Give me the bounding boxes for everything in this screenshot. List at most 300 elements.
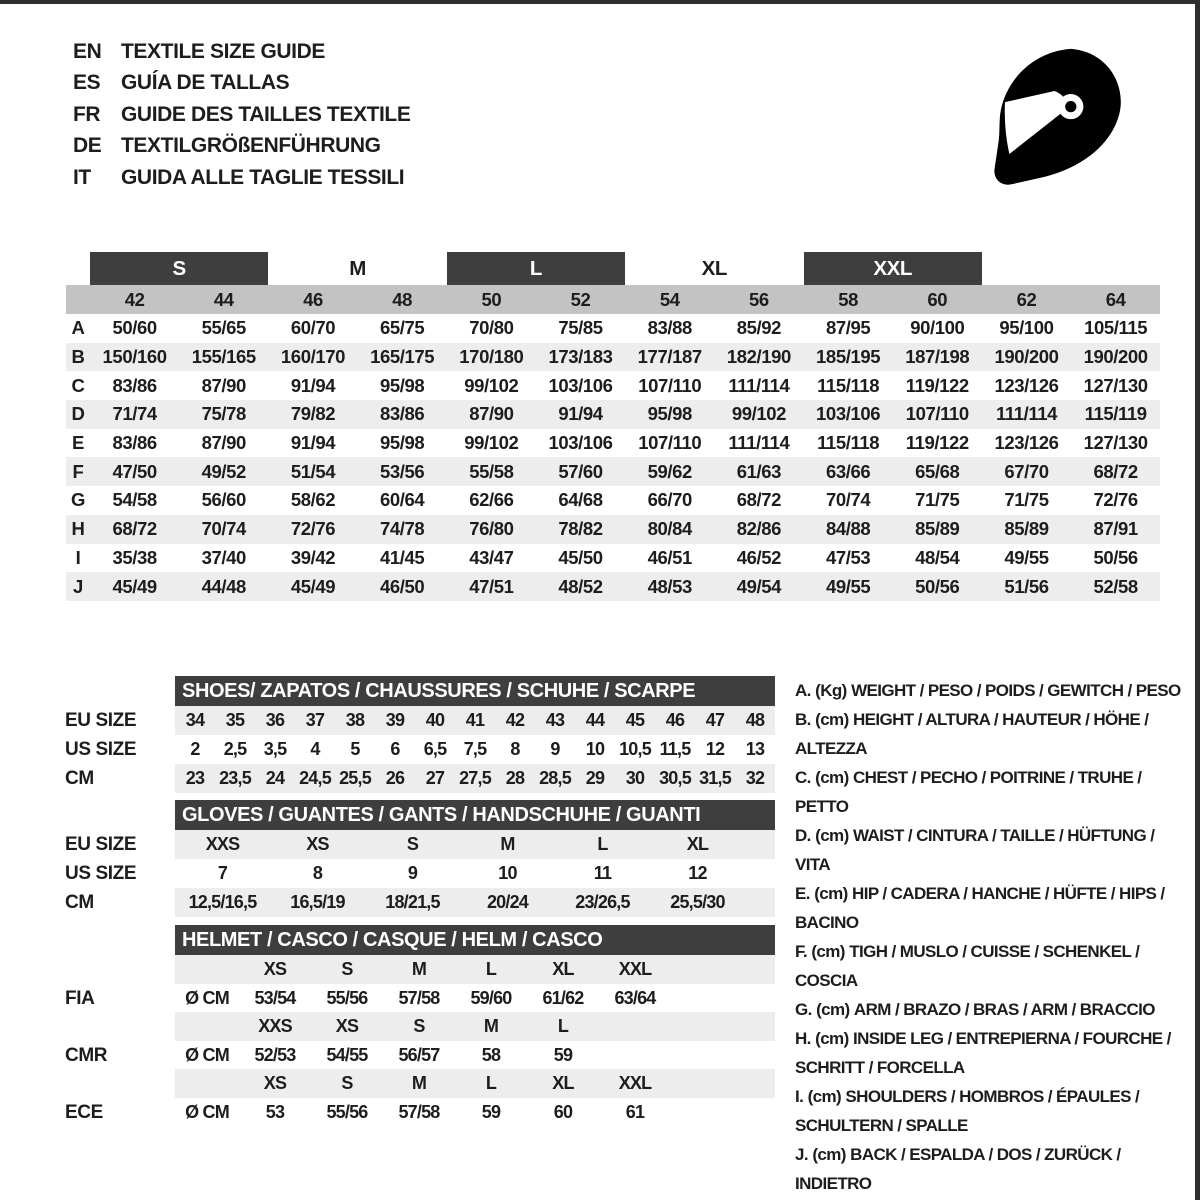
cell: 12 xyxy=(705,739,725,759)
cell: 6,5 xyxy=(423,739,447,759)
cell: 25,5/30 xyxy=(670,892,725,912)
lang-row-fr xyxy=(73,99,410,131)
cell: 83/88 xyxy=(647,317,692,339)
cell: 42 xyxy=(505,710,525,730)
cell: 99/102 xyxy=(464,374,519,396)
cell: 28 xyxy=(505,768,525,788)
cell: 74/78 xyxy=(380,518,425,540)
cell: 155/165 xyxy=(191,346,256,368)
legend-item-c xyxy=(795,763,1193,821)
cell: 47/53 xyxy=(825,546,871,568)
cell: 50/56 xyxy=(915,575,960,597)
cell: 91/94 xyxy=(290,432,336,454)
cell: 80/84 xyxy=(647,518,692,540)
cell: 10,5 xyxy=(619,739,651,759)
legend-text: SHOULDERS / HOMBROS / ÉPAULES / SCHULTERN / SPALLE xyxy=(795,1087,1140,1135)
cell: 58 xyxy=(481,1044,501,1065)
spacer xyxy=(66,252,90,285)
legend-text: INSIDE LEG / ENTREPIERNA / FOURCHE / SCHRITT / FORCELLA xyxy=(795,1029,1171,1077)
cell: 59 xyxy=(553,1044,573,1065)
helmet-fia-label: FIA xyxy=(65,988,95,1009)
cell: 68/72 xyxy=(112,518,157,540)
cell: 119/122 xyxy=(905,374,969,396)
cell xyxy=(599,1012,671,1041)
cell: 25,5 xyxy=(339,768,371,788)
legend-unit: (cm) xyxy=(816,1000,850,1019)
row-label: E xyxy=(72,432,84,454)
gloves-cm-row xyxy=(175,888,775,917)
spacer xyxy=(175,1069,239,1098)
row-label: J xyxy=(73,575,83,597)
helmet-ece-values-row xyxy=(175,1098,775,1127)
legend-unit: (cm) xyxy=(815,710,849,729)
cell: 111/114 xyxy=(728,432,790,454)
cell: 185/195 xyxy=(816,346,881,368)
cell: 57/58 xyxy=(398,987,440,1008)
cell: L xyxy=(485,959,497,979)
size-col: 56 xyxy=(749,288,769,310)
cell: XS xyxy=(306,834,329,854)
cell: 7 xyxy=(217,863,228,883)
cell: 48 xyxy=(745,710,765,730)
cell: 68/72 xyxy=(736,489,782,511)
row-label: B xyxy=(71,346,85,368)
cell: 115/119 xyxy=(1084,403,1147,425)
cell: 44 xyxy=(585,710,605,730)
cell: 10 xyxy=(498,863,517,883)
cell: 53/54 xyxy=(254,987,296,1008)
cell: M xyxy=(500,834,515,854)
cell: 56/57 xyxy=(398,1044,440,1065)
cell: 99/102 xyxy=(464,432,519,454)
cell: 78/82 xyxy=(558,518,603,540)
spacer xyxy=(66,285,90,314)
main-size-table xyxy=(66,252,1160,601)
cell: 49/54 xyxy=(736,575,782,597)
cell: 47/51 xyxy=(469,575,514,597)
cell: 85/92 xyxy=(736,317,782,339)
cell: 72/76 xyxy=(1093,489,1138,511)
size-col: 50 xyxy=(481,288,502,310)
cell: 187/198 xyxy=(905,346,970,368)
cell: 49/52 xyxy=(201,460,246,482)
cell: 76/80 xyxy=(469,518,514,540)
cell: 67/70 xyxy=(1004,460,1049,482)
cell: 58/62 xyxy=(290,489,336,511)
cell: 48/53 xyxy=(647,575,692,597)
cell: 47 xyxy=(705,710,725,730)
size-col: 42 xyxy=(124,288,145,310)
helmet-ece-sizes-row xyxy=(175,1069,775,1098)
legend-key: H. xyxy=(795,1029,811,1048)
cell: 10 xyxy=(585,739,605,759)
legend-text: WEIGHT / PESO / POIDS / GEWITCH / PESO xyxy=(851,681,1181,700)
size-col: 64 xyxy=(1105,288,1126,310)
shoes-us-size-label: US SIZE xyxy=(65,739,137,760)
cell: 79/82 xyxy=(290,403,336,425)
size-group-header-row xyxy=(66,252,1160,285)
cell: S xyxy=(406,834,419,854)
cell: XS xyxy=(263,1073,287,1093)
shoes-section-title: SHOES/ ZAPATOS / CHAUSSURES / SCHUHE / SCARPE xyxy=(175,676,775,706)
cell: 66/70 xyxy=(647,489,692,511)
cell: 83/86 xyxy=(112,432,157,454)
row-label: I xyxy=(75,546,81,568)
size-col: 62 xyxy=(1016,288,1037,310)
right-border xyxy=(1195,0,1200,1200)
legend-unit: (cm) xyxy=(811,942,845,961)
gloves-eu-size-label: EU SIZE xyxy=(65,834,137,855)
helmet-ece-label: ECE xyxy=(65,1102,103,1123)
cell: 27 xyxy=(425,768,445,788)
lang-title: TEXTILE SIZE GUIDE xyxy=(121,39,325,63)
cell: XL xyxy=(552,959,574,979)
cell: 63/66 xyxy=(825,460,871,482)
cell: 55/56 xyxy=(326,987,368,1008)
cell: 35 xyxy=(225,710,245,730)
cell: 45/49 xyxy=(112,575,157,597)
cell: 119/122 xyxy=(905,432,969,454)
cell: 107/110 xyxy=(905,403,969,425)
lang-row-de xyxy=(73,131,410,163)
legend-unit: (Kg) xyxy=(815,681,847,700)
size-group-s: S xyxy=(90,252,268,285)
cell: 24 xyxy=(265,768,285,788)
helmet-fia-values-row xyxy=(175,984,775,1013)
legend-key: C. xyxy=(795,768,811,787)
legend-unit: (cm) xyxy=(815,1029,849,1048)
cell: 105/115 xyxy=(1084,317,1148,339)
table-row-I xyxy=(66,544,1160,573)
cell: 115/118 xyxy=(817,374,880,396)
table-row-B xyxy=(66,343,1160,372)
size-col: 54 xyxy=(659,288,680,310)
cell: 123/126 xyxy=(994,374,1059,396)
cell: L xyxy=(597,834,608,854)
cell: 32 xyxy=(745,768,765,788)
cell: 43 xyxy=(545,710,565,730)
cell: 71/75 xyxy=(915,489,960,511)
cell: 7,5 xyxy=(463,739,487,759)
cell: 95/98 xyxy=(380,432,425,454)
cell: 26 xyxy=(385,768,405,788)
cell: 190/200 xyxy=(994,346,1059,368)
lang-title: GUIDA ALLE TAGLIE TESSILI xyxy=(121,165,405,189)
cell: 20/24 xyxy=(486,892,529,912)
legend-item-j xyxy=(795,1140,1193,1198)
legend-key: I. xyxy=(795,1087,804,1106)
cell: 82/86 xyxy=(736,518,782,540)
cell: 53/56 xyxy=(380,460,425,482)
numeric-size-row xyxy=(66,285,1160,314)
cell: 103/106 xyxy=(548,374,613,396)
cell: 8 xyxy=(312,863,323,883)
cell: 23/26,5 xyxy=(575,892,630,912)
legend-text: HIP / CADERA / HANCHE / HÜFTE / HIPS / BACINO xyxy=(795,884,1165,932)
cell: 46/50 xyxy=(380,575,425,597)
legend-key: A. xyxy=(795,681,811,700)
cell: 35/38 xyxy=(112,546,157,568)
cell: XS xyxy=(263,959,287,979)
legend-item-b xyxy=(795,705,1193,763)
shoes-table xyxy=(175,706,775,793)
top-border xyxy=(0,0,1200,4)
row-label: D xyxy=(71,403,85,425)
legend-text: ARM / BRAZO / BRAS / ARM / BRACCIO xyxy=(853,1000,1155,1019)
table-row-J xyxy=(66,572,1160,601)
legend-text: CHEST / PECHO / POITRINE / TRUHE / PETTO xyxy=(795,768,1142,816)
cell: 23,5 xyxy=(219,768,251,788)
cell: XXL xyxy=(618,959,652,979)
cell: 62/66 xyxy=(469,489,514,511)
cell: S xyxy=(341,1073,353,1093)
cell: 65/68 xyxy=(915,460,960,482)
cell: 75/85 xyxy=(558,317,603,339)
cell: XS xyxy=(335,1016,359,1036)
cell: XXL xyxy=(618,1073,652,1093)
cell: 51/56 xyxy=(1004,575,1049,597)
cell: 55/56 xyxy=(326,1101,368,1122)
row-label: C xyxy=(71,374,85,396)
cell: 87/90 xyxy=(469,403,514,425)
size-group-xl: XL xyxy=(701,256,728,280)
helmet-cmr-sizes-row xyxy=(175,1012,775,1041)
shoes-cm-row xyxy=(175,764,775,793)
size-group-m: M xyxy=(349,256,366,280)
cell: 6 xyxy=(390,739,400,759)
cell: 61/63 xyxy=(736,460,782,482)
cell: 55/65 xyxy=(201,317,246,339)
cell: 39 xyxy=(385,710,405,730)
cell: 71/74 xyxy=(112,403,157,425)
cell: 91/94 xyxy=(290,374,336,396)
cell: 8 xyxy=(510,739,520,759)
size-col: 58 xyxy=(838,288,858,310)
cell: 49/55 xyxy=(825,575,871,597)
cell: 37 xyxy=(305,710,325,730)
cell: 2 xyxy=(190,739,200,759)
legend-item-i xyxy=(795,1082,1193,1140)
cell: 75/78 xyxy=(201,403,246,425)
cell: 13 xyxy=(745,739,765,759)
cell: M xyxy=(411,1073,427,1093)
cell: 45/49 xyxy=(290,575,336,597)
cell: 84/88 xyxy=(825,518,871,540)
cell: 46 xyxy=(665,710,685,730)
lang-title: GUIDE DES TAILLES TEXTILE xyxy=(121,102,411,126)
lang-code: DE xyxy=(73,134,102,158)
lang-row-es xyxy=(73,68,410,100)
cell: 37/40 xyxy=(201,546,246,568)
cell: 173/183 xyxy=(548,346,613,368)
cell: 71/75 xyxy=(1004,489,1049,511)
helmet-section-title: HELMET / CASCO / CASQUE / HELM / CASCO xyxy=(175,925,775,955)
language-title-block xyxy=(73,36,410,194)
legend-item-h xyxy=(795,1024,1193,1082)
cell: 51/54 xyxy=(290,460,336,482)
cell: 41/45 xyxy=(380,546,425,568)
cell: 2,5 xyxy=(223,739,247,759)
cell: 182/190 xyxy=(726,346,791,368)
size-col: 44 xyxy=(213,288,234,310)
cell: 48/54 xyxy=(915,546,960,568)
cell: 115/118 xyxy=(817,432,880,454)
size-col: 52 xyxy=(570,288,591,310)
cell: 90/100 xyxy=(910,317,965,339)
cell: L xyxy=(557,1016,569,1036)
cell: XL xyxy=(552,1073,574,1093)
cell: 45/50 xyxy=(558,546,603,568)
legend-key: E. xyxy=(795,884,810,903)
cell: 53 xyxy=(265,1101,285,1122)
cell: 64/68 xyxy=(558,489,603,511)
lang-code: ES xyxy=(73,71,101,95)
legend-key: G. xyxy=(795,1000,812,1019)
cell: 72/76 xyxy=(290,518,336,540)
cell: 91/94 xyxy=(558,403,603,425)
cell: 127/130 xyxy=(1083,374,1148,396)
gloves-eu-row xyxy=(175,830,775,859)
cell: 49/55 xyxy=(1004,546,1049,568)
legend-key: D. xyxy=(795,826,811,845)
cell: 103/106 xyxy=(548,432,613,454)
cell: 170/180 xyxy=(459,346,524,368)
row-label: G xyxy=(71,489,85,511)
cell: 43/47 xyxy=(469,546,514,568)
cell: 40 xyxy=(425,710,445,730)
cell: 70/74 xyxy=(201,518,246,540)
cell: 61 xyxy=(625,1101,645,1122)
cell: 60 xyxy=(553,1101,573,1122)
cell: 11 xyxy=(593,863,612,883)
cell: 107/110 xyxy=(638,374,702,396)
cell: 111/114 xyxy=(728,374,790,396)
legend-item-f xyxy=(795,937,1193,995)
legend-unit: (cm) xyxy=(814,884,848,903)
cell: 9 xyxy=(407,863,418,883)
size-group-l: L xyxy=(447,252,625,285)
lang-title: GUÍA DE TALLAS xyxy=(121,71,290,95)
cell: 54/55 xyxy=(326,1044,368,1065)
cell: 47/50 xyxy=(112,460,157,482)
legend-item-d xyxy=(795,821,1193,879)
diameter-label: Ø CM xyxy=(185,987,229,1008)
cell: 190/200 xyxy=(1083,346,1148,368)
row-label: A xyxy=(71,317,85,339)
size-col: 48 xyxy=(392,288,413,310)
cell: 111/114 xyxy=(995,403,1057,425)
cell: 59/62 xyxy=(647,460,692,482)
cell: 95/100 xyxy=(999,317,1054,339)
legend-unit: (cm) xyxy=(815,826,849,845)
cell: 38 xyxy=(345,710,365,730)
cell: 85/89 xyxy=(915,518,960,540)
cell: 9 xyxy=(550,739,560,759)
cell: 103/106 xyxy=(816,403,881,425)
cell: 87/91 xyxy=(1093,518,1138,540)
cell: 57/58 xyxy=(398,1101,440,1122)
gloves-cm-label: CM xyxy=(65,892,94,913)
cell xyxy=(599,1041,671,1070)
cell: 150/160 xyxy=(102,346,167,368)
cell: 60/70 xyxy=(290,317,336,339)
cell: 87/95 xyxy=(825,317,871,339)
cell: 46/52 xyxy=(736,546,782,568)
cell: M xyxy=(411,959,427,979)
cell: 61/62 xyxy=(542,987,584,1008)
cell: 177/187 xyxy=(637,346,702,368)
cell: 127/130 xyxy=(1083,432,1148,454)
cell: 24,5 xyxy=(299,768,331,788)
cell: 57/60 xyxy=(558,460,603,482)
legend-item-a xyxy=(795,676,1193,705)
lang-code: EN xyxy=(73,39,102,63)
cell: 29 xyxy=(585,768,605,788)
cell: 30 xyxy=(625,768,645,788)
legend-unit: (cm) xyxy=(815,768,849,787)
legend-key: J. xyxy=(795,1145,808,1164)
racing-helmet-icon xyxy=(982,28,1130,200)
cell: 95/98 xyxy=(380,374,425,396)
shoes-us-row xyxy=(175,735,775,764)
legend-text: TIGH / MUSLO / CUISSE / SCHENKEL / COSCIA xyxy=(795,942,1140,990)
lang-code: FR xyxy=(73,102,101,126)
lang-title: TEXTILGRÖßENFÜHRUNG xyxy=(121,134,381,158)
legend-key: B. xyxy=(795,710,811,729)
cell: 59/60 xyxy=(470,987,512,1008)
row-label: H xyxy=(71,518,85,540)
cell: 95/98 xyxy=(647,403,692,425)
gloves-us-row xyxy=(175,859,775,888)
cell: S xyxy=(413,1016,425,1036)
cell: 44/48 xyxy=(201,575,246,597)
helmet-cmr-values-row xyxy=(175,1041,775,1070)
cell: 52/53 xyxy=(254,1044,296,1065)
size-col: 46 xyxy=(303,288,323,310)
cell: 46/51 xyxy=(647,546,692,568)
helmet-fia-sizes-row xyxy=(175,955,775,984)
cell: 12 xyxy=(688,863,707,883)
legend-unit: (cm) xyxy=(807,1087,842,1106)
cell: 68/72 xyxy=(1093,460,1138,482)
shoes-cm-label: CM xyxy=(65,768,94,789)
cell: 4 xyxy=(310,739,320,759)
table-row-H xyxy=(66,515,1160,544)
legend-text: HEIGHT / ALTURA / HAUTEUR / HÖHE / ALTEZZA xyxy=(795,710,1149,758)
cell: 50/60 xyxy=(112,317,157,339)
cell: 12,5/16,5 xyxy=(188,892,257,912)
cell: 65/75 xyxy=(380,317,425,339)
legend-item-g xyxy=(795,995,1193,1024)
helmet-table xyxy=(175,955,775,1126)
table-row-G xyxy=(66,486,1160,515)
cell: 16,5/19 xyxy=(290,892,345,912)
cell: 45 xyxy=(625,710,645,730)
cell: XXS xyxy=(258,1016,292,1036)
table-row-C xyxy=(66,371,1160,400)
cell: M xyxy=(483,1016,499,1036)
cell: 107/110 xyxy=(638,432,702,454)
cell: 50/56 xyxy=(1093,546,1138,568)
cell: 30,5 xyxy=(659,768,691,788)
table-row-D xyxy=(66,400,1160,429)
size-group-xxl: XXL xyxy=(804,252,982,285)
cell: 27,5 xyxy=(459,768,491,788)
cell: 52/58 xyxy=(1093,575,1138,597)
cell: 70/74 xyxy=(825,489,871,511)
measurement-legend xyxy=(795,676,1193,1198)
cell: 165/175 xyxy=(370,346,435,368)
